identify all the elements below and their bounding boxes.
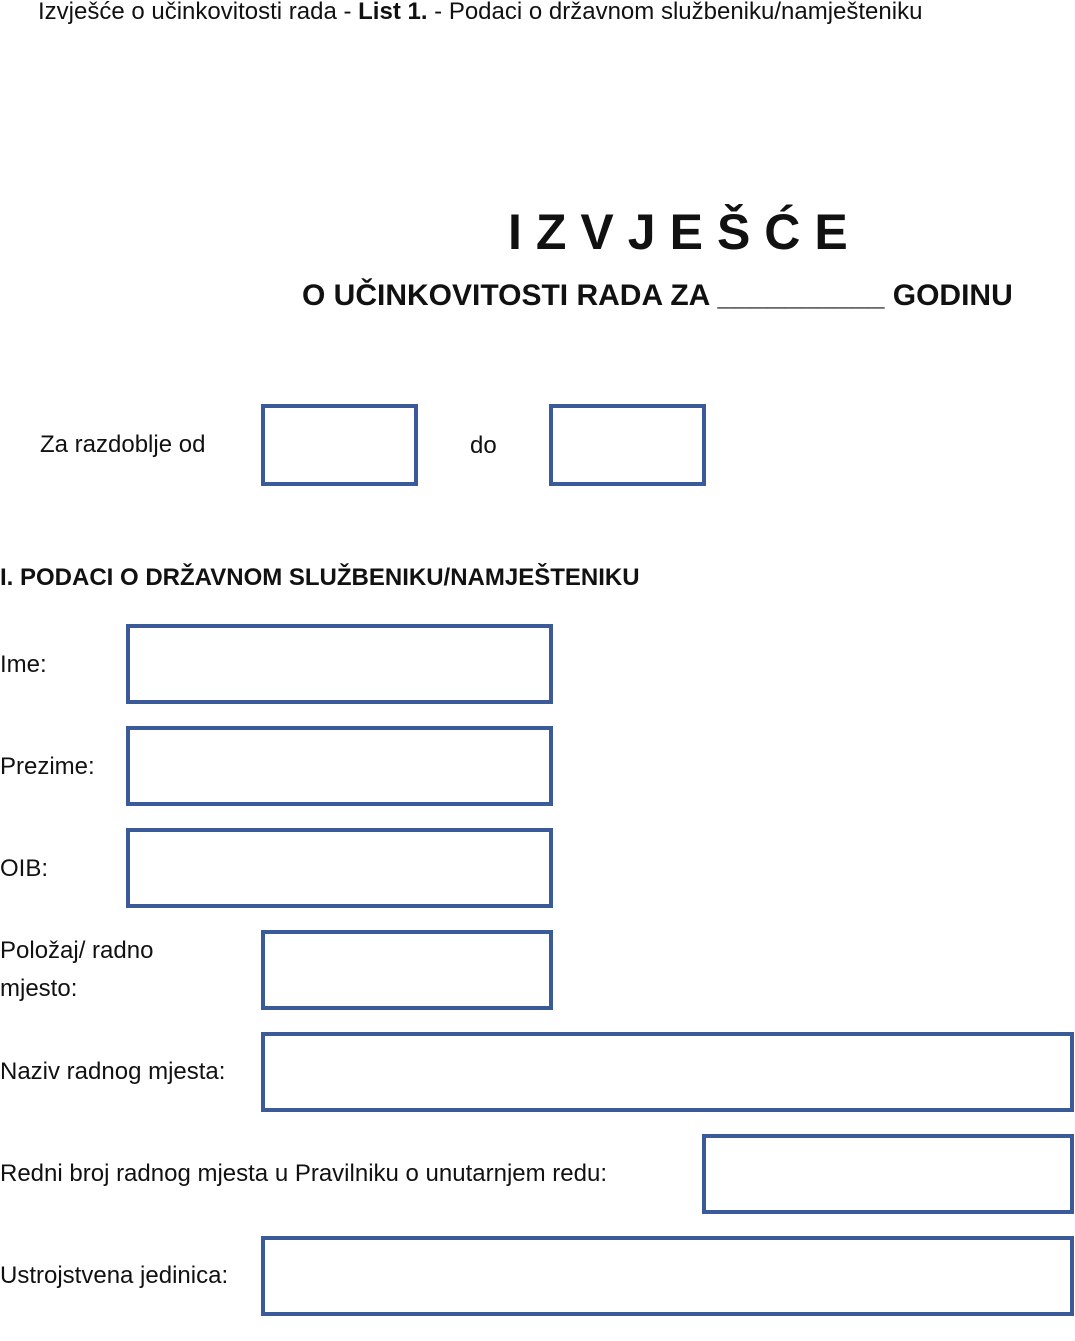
prezime-label: Prezime: [0, 753, 95, 780]
section-title: I. PODACI O DRŽAVNOM SLUŽBENIKU/NAMJEŠTENIKU [0, 564, 640, 591]
oib-label: OIB: [0, 855, 49, 882]
naziv-field[interactable] [261, 1032, 1074, 1112]
period-from-label: Za razdoblje od [40, 431, 206, 458]
naziv-label: Naziv radnog mjesta: [0, 1058, 226, 1085]
header-prefix: Izvješće o učinkovitosti rada - [38, 0, 359, 25]
header-list-label: List 1. [358, 0, 428, 25]
prezime-field[interactable] [126, 726, 553, 806]
redni-broj-field[interactable] [702, 1134, 1074, 1214]
document-header [38, 0, 922, 28]
ime-field[interactable] [126, 624, 553, 704]
ime-label: Ime: [0, 651, 47, 678]
oib-field[interactable] [126, 828, 553, 908]
report-subtitle: O UČINKOVITOSTI RADA ZA __________ GODINU [302, 279, 1013, 312]
period-from-field[interactable] [261, 404, 418, 486]
report-title: IZVJEŠĆE [508, 204, 862, 260]
redni-broj-label: Redni broj radnog mjesta u Pravilniku o unutarnjem redu: [0, 1160, 607, 1187]
polozaj-field[interactable] [261, 930, 553, 1010]
period-to-label: do [470, 432, 497, 459]
period-to-field[interactable] [549, 404, 706, 486]
polozaj-label-line1: Položaj/ radno [0, 937, 154, 964]
header-suffix: - Podaci o državnom službeniku/namješteniku [427, 0, 923, 25]
ustrojstvena-label: Ustrojstvena jedinica: [0, 1262, 229, 1289]
polozaj-label-line2: mjesto: [0, 975, 78, 1002]
ustrojstvena-field[interactable] [261, 1236, 1074, 1316]
